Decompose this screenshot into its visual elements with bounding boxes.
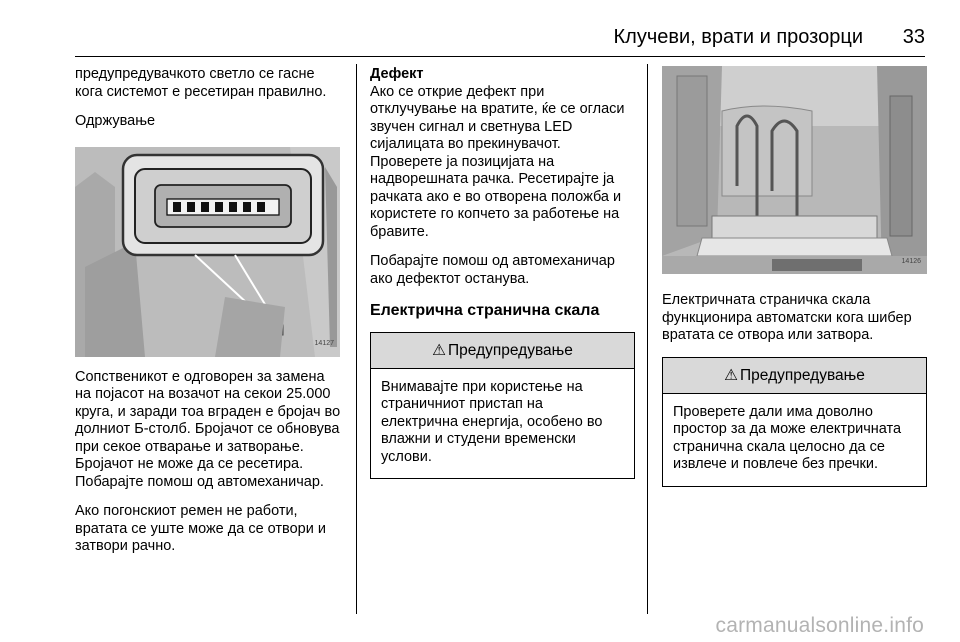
step-paragraph: Електричната страничка скала функционира автоматски кога шибер вратата се отвора или затвора. xyxy=(662,292,912,343)
warning-box xyxy=(370,332,635,480)
watermark: carmanualsonline.info xyxy=(715,614,924,637)
figure-code: 14127 xyxy=(314,340,334,347)
column-divider-1 xyxy=(356,64,357,614)
counter-figure xyxy=(75,147,340,357)
page-header xyxy=(75,26,925,54)
belt-paragraph: Ако погонскиот ремен не работи, вратата се уште може да се отвори и затвори рачно. xyxy=(75,503,326,554)
maintenance-heading: Одржување xyxy=(75,113,156,129)
warning-icon-2: ⚠ xyxy=(724,366,739,384)
header-divider xyxy=(75,56,925,57)
page-title: Клучеви, врати и прозорци xyxy=(613,26,863,48)
warning-header-2 xyxy=(663,358,926,394)
column-divider-2 xyxy=(647,64,648,614)
column-2 xyxy=(370,66,635,489)
warning-text: Внимавајте при користење на страничниот пристап на електрична енергија, особено во влажни и студени временски услови. xyxy=(381,378,603,465)
warning-title-2: Предупредување xyxy=(740,366,865,384)
intro-paragraph: предупредувачкото светло се гасне кога системот е ресетиран правилно. xyxy=(75,66,327,100)
fault-heading: Дефект xyxy=(370,66,424,82)
maintenance-paragraph: Сопственикот е одговорен за замена на појасот на возачот на секои 25.000 круга, и заради тоа вграден е бројач во долниот Б-столб. Бројачот се обновува при секое отварање и затворање. Бројачот не може да се ресетира. Побарајте помош од автомеханичар. xyxy=(75,368,341,490)
warning-title: Предупредување xyxy=(448,341,573,359)
figure-code-2: 14126 xyxy=(901,257,921,265)
fault-help-paragraph: Побарајте помош од автомеханичар ако дефектот останува. xyxy=(370,253,615,287)
column-1 xyxy=(75,66,343,568)
counter-illustration xyxy=(75,147,340,357)
column-3 xyxy=(662,66,927,497)
step-illustration xyxy=(662,66,927,274)
warning-box-2 xyxy=(662,357,927,487)
warning-icon: ⚠ xyxy=(432,341,447,359)
fault-paragraph: Ако се открие дефект при отклучување на вратите, ќе се огласи звучен сигнал и светнува LED сијалицата во прекинувачот. Проверете ја позицијата на надворешната рачка. Ресетирајте ја рачката ако е во отворена положба и користете го копчето за работење на бравите. xyxy=(370,83,625,240)
step-heading: Електрична странична скала xyxy=(370,302,600,319)
page-number: 33 xyxy=(902,26,925,48)
step-figure xyxy=(662,66,927,274)
warning-header xyxy=(371,333,634,369)
warning-text-2: Проверете дали има доволно простор за да може електричната странична скала целосно да се извлече и повлече без пречки. xyxy=(673,403,902,472)
